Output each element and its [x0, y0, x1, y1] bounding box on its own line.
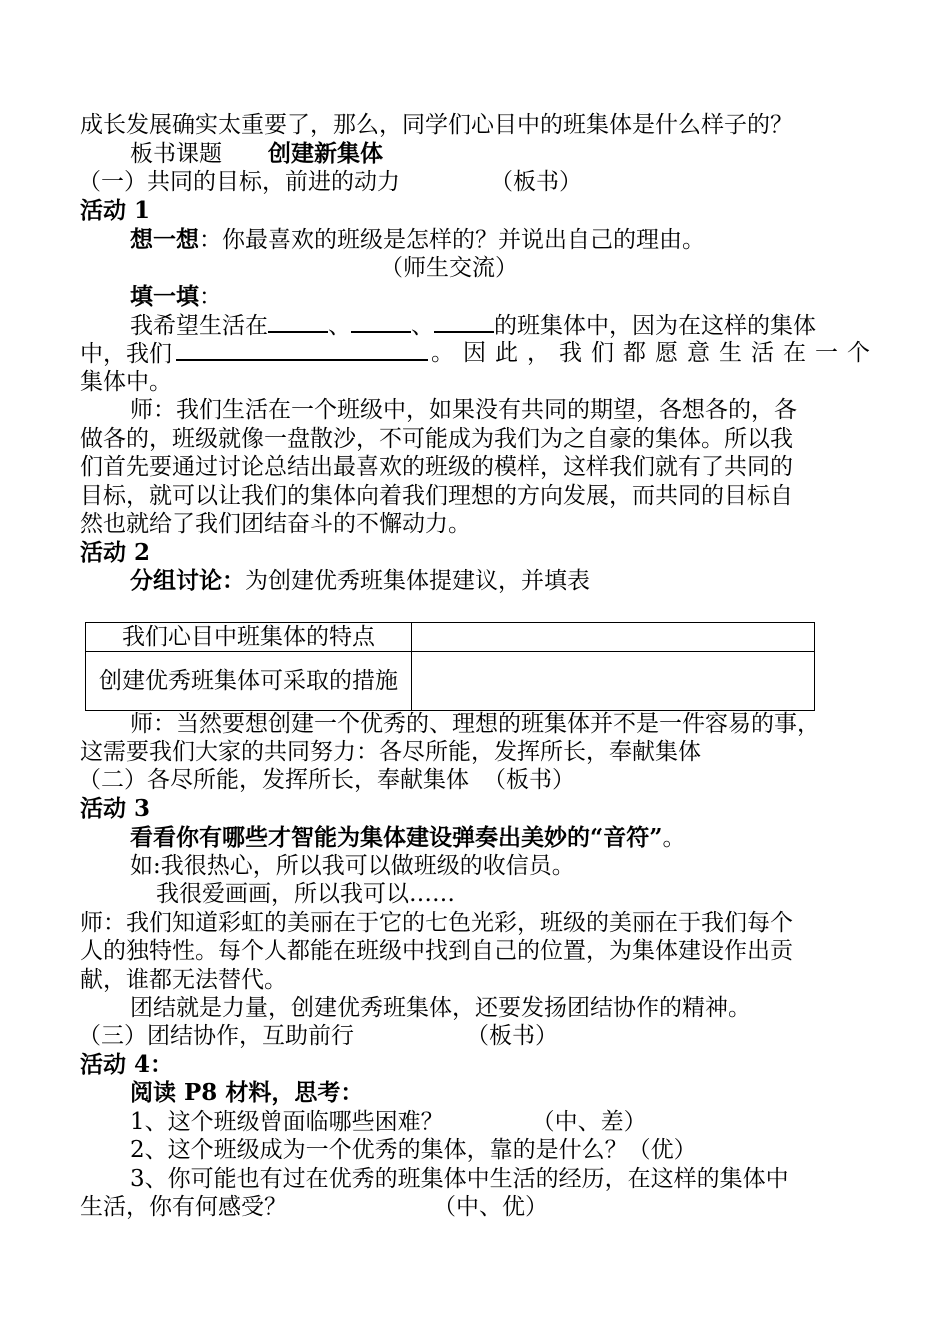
paragraph-line: 这需要我们大家的共同努力：各尽所能，发挥所长，奉献集体 — [80, 739, 701, 765]
activity-heading-3: 活动 3 — [80, 795, 151, 822]
talent-prompt-line — [130, 824, 685, 852]
fill-in-colon: ： — [199, 284, 222, 310]
board-title-line — [130, 140, 383, 168]
paragraph-line: 然也就给了我们团结奋斗的不懈动力。 — [80, 511, 471, 537]
think-label: 想一想 — [130, 226, 199, 253]
paragraph-line: 做各的，班级就像一盘散沙，不可能成为我们为之自豪的集体。所以我 — [80, 426, 793, 452]
table-row — [86, 652, 815, 711]
think-text: ：你最喜欢的班级是怎样的？并说出自己的理由。 — [199, 227, 705, 253]
question-line — [130, 1108, 647, 1136]
question-line: 3、你可能也有过在优秀的班集体中生活的经历，在这样的集体中 — [130, 1166, 789, 1192]
fill-in-label: 填一填 — [130, 283, 199, 310]
paragraph-line: 成长发展确实太重要了，那么，同学们心目中的班集体是什么样子的？ — [80, 112, 793, 138]
table-row — [86, 623, 815, 652]
table-cell-label: 我们心目中班集体的特点 — [86, 623, 412, 652]
reading-prompt: 阅读 P8 材料，思考： — [130, 1079, 364, 1106]
example-line: 如:我很热心，所以我可以做班级的收信员。 — [130, 853, 575, 879]
separator: 、 — [411, 313, 434, 339]
paragraph-line: 团结就是力量，创建优秀班集体，还要发扬团结协作的精神。 — [130, 995, 751, 1021]
table-cell-answer[interactable] — [412, 652, 815, 711]
fill-in-line-2 — [80, 339, 879, 368]
paragraph-line: 师：我们生活在一个班级中，如果没有共同的期望，各想各的，各 — [130, 397, 797, 423]
blank-field[interactable] — [351, 311, 411, 333]
suggestion-table — [85, 622, 815, 711]
paragraph-line: 师：当然要想创建一个优秀的、理想的班集体并不是一件容易的事， — [130, 711, 820, 737]
section-heading-2 — [78, 766, 575, 794]
section-heading-1 — [78, 168, 582, 196]
fill-in-line-1 — [130, 311, 816, 340]
board-note: （板书） — [466, 1023, 558, 1049]
board-note: （板书） — [490, 169, 582, 195]
fill-in-text: 中，我们 — [80, 341, 172, 367]
table-cell-answer[interactable] — [412, 623, 815, 652]
question-line — [80, 1193, 548, 1221]
activity-heading-1: 活动 1 — [80, 197, 151, 224]
paragraph-line: 师：我们知道彩虹的美丽在于它的七色光彩，班级的美丽在于我们每个 — [80, 910, 793, 936]
question-text: 1、这个班级曾面临哪些困难？ — [130, 1109, 444, 1135]
section-heading-3 — [78, 1022, 558, 1050]
section-heading-text: （一）共同的目标，前进的动力 — [78, 169, 400, 195]
blank-field[interactable] — [434, 311, 494, 333]
table-cell-label: 创建优秀班集体可采取的措施 — [86, 652, 412, 711]
blank-field[interactable] — [176, 339, 428, 361]
fill-in-text: 的班集体中，因为在这样的集体 — [494, 313, 816, 339]
paragraph-line: 人的独特性。每个人都能在班级中找到自己的位置，为集体建设作出贡 — [80, 938, 793, 964]
fill-in-heading — [130, 283, 222, 311]
teacher-student-note: （师生交流） — [380, 255, 518, 281]
group-discussion-label: 分组讨论： — [130, 567, 245, 594]
section-heading-text: （二）各尽所能，发挥所长，奉献集体 — [78, 767, 469, 793]
paragraph-line: 献，谁都无法替代。 — [80, 967, 287, 993]
question-text: 生活，你有何感受？ — [80, 1194, 287, 1220]
board-title-label: 板书课题 — [130, 141, 222, 167]
level-note: （中、差） — [531, 1109, 647, 1135]
separator: 、 — [328, 313, 351, 339]
section-heading-text: （三）团结协作，互助前行 — [78, 1023, 354, 1049]
talent-prompt: 看看你有哪些才智能为集体建设弹奏出美妙的“音符” — [130, 824, 663, 851]
think-line — [130, 226, 705, 254]
group-discussion-text: 为创建优秀班集体提建议，并填表 — [245, 568, 590, 594]
board-note: （板书） — [483, 767, 575, 793]
activity-heading-4: 活动 4： — [80, 1051, 174, 1078]
activity-heading-2: 活动 2 — [80, 539, 151, 566]
paragraph-line: 目标，就可以让我们的集体向着我们理想的方向发展，而共同的目标自 — [80, 483, 793, 509]
group-discussion-line — [130, 567, 590, 595]
paragraph-line: 集体中。 — [80, 369, 172, 395]
period: 。 — [662, 825, 686, 851]
blank-field[interactable] — [268, 311, 328, 333]
fill-in-text: 。因此，我们都愿意生活在一个 — [431, 340, 879, 366]
paragraph-line: 们首先要通过讨论总结出最喜欢的班级的模样，这样我们就有了共同的 — [80, 454, 793, 480]
lesson-title: 创建新集体 — [268, 140, 383, 167]
example-line: 我很爱画画，所以我可以…… — [156, 881, 455, 907]
fill-in-text: 我希望生活在 — [130, 313, 268, 339]
question-line: 2、这个班级成为一个优秀的集体，靠的是什么？（优） — [130, 1137, 697, 1163]
level-note: （中、优） — [433, 1194, 548, 1220]
